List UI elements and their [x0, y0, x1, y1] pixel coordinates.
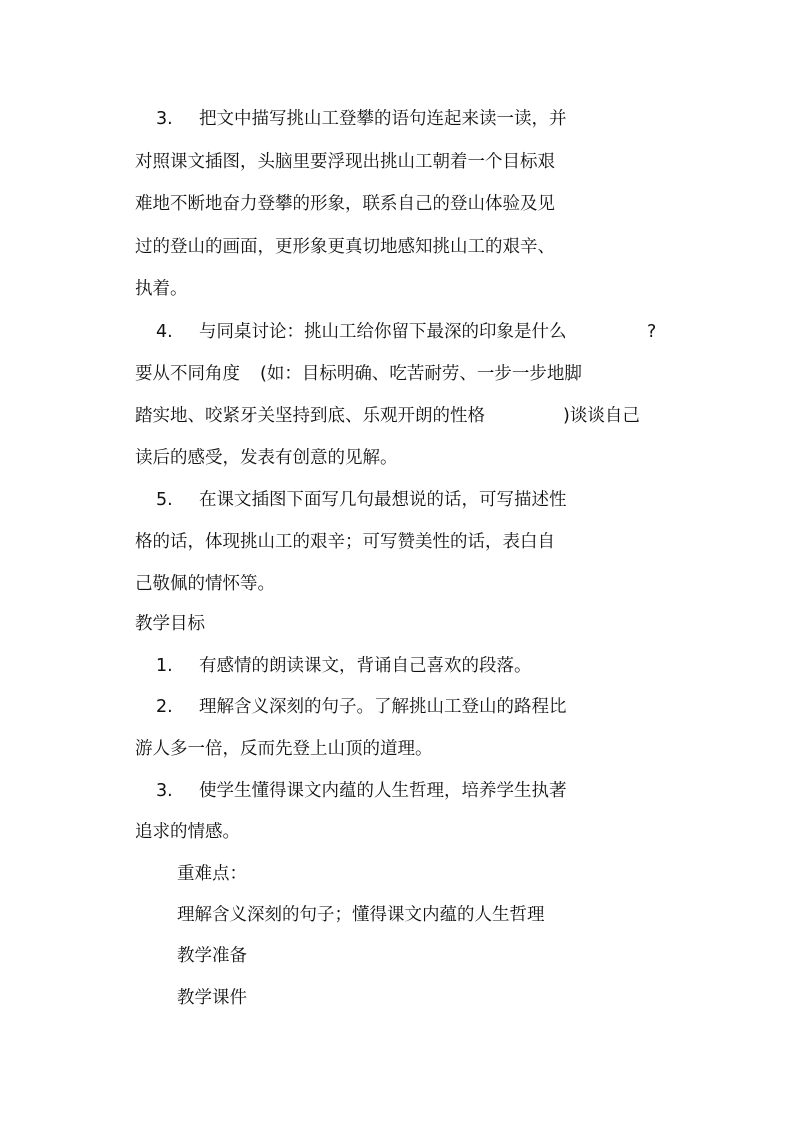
goal-3-line-1: 使学生懂得课文内蕴的人生哲理，培养学生执著	[199, 781, 567, 801]
item-4-question-mark: ?	[647, 322, 657, 342]
item-5-line-3: 己敬佩的情怀等。	[135, 574, 275, 594]
goal-1-line-1: 有感情的朗读课文，背诵自己喜欢的段落。	[199, 656, 532, 676]
item-3-line-2: 对照课文插图，头脑里要浮现出挑山工朝着一个目标艰	[135, 152, 555, 172]
item-4-line-3b: )谈谈自己	[563, 406, 640, 426]
goal-2-number: 2.	[156, 697, 173, 717]
item-4-line-2b: (如：目标明确、吃苦耐劳、一步一步地脚	[260, 364, 582, 384]
preparation-text: 教学课件	[177, 988, 247, 1008]
item-3-line-3: 难地不断地奋力登攀的形象，联系自己的登山体验及见	[135, 194, 555, 214]
item-4-line-4: 读后的感受，发表有创意的见解。	[135, 448, 398, 468]
item-5-line-1: 在课文插图下面写几句最想说的话，可写描述性	[199, 490, 567, 510]
goal-3-number: 3.	[156, 781, 173, 801]
item-4-line-1: 与同桌讨论：挑山工给你留下最深的印象是什么	[199, 322, 567, 342]
goal-3-line-2: 追求的情感。	[135, 822, 240, 842]
item-5-line-2: 格的话，体现挑山工的艰辛；可写赞美性的话，表白自	[135, 532, 555, 552]
item-3-line-5: 执着。	[135, 279, 188, 299]
item-4-number: 4.	[156, 322, 173, 342]
item-3-number: 3.	[156, 109, 173, 129]
item-3-line-4: 过的登山的画面，更形象更真切地感知挑山工的艰辛、	[135, 237, 555, 257]
goal-2-line-2: 游人多一倍，反而先登上山顶的道理。	[135, 739, 433, 759]
item-5-number: 5.	[156, 490, 173, 510]
item-4-line-2a: 要从不同角度	[135, 364, 240, 384]
item-3-line-1: 把文中描写挑山工登攀的语句连起来读一读，并	[199, 109, 567, 129]
preparation-heading: 教学准备	[177, 946, 247, 966]
goal-2-line-1: 理解含义深刻的句子。了解挑山工登山的路程比	[199, 697, 567, 717]
teaching-goals-heading: 教学目标	[135, 614, 205, 634]
key-points-text: 理解含义深刻的句子；懂得课文内蕴的人生哲理	[177, 905, 545, 925]
goal-1-number: 1.	[156, 656, 173, 676]
key-points-heading: 重难点：	[177, 864, 247, 884]
item-4-line-3a: 踏实地、咬紧牙关坚持到底、乐观开朗的性格	[135, 406, 485, 426]
